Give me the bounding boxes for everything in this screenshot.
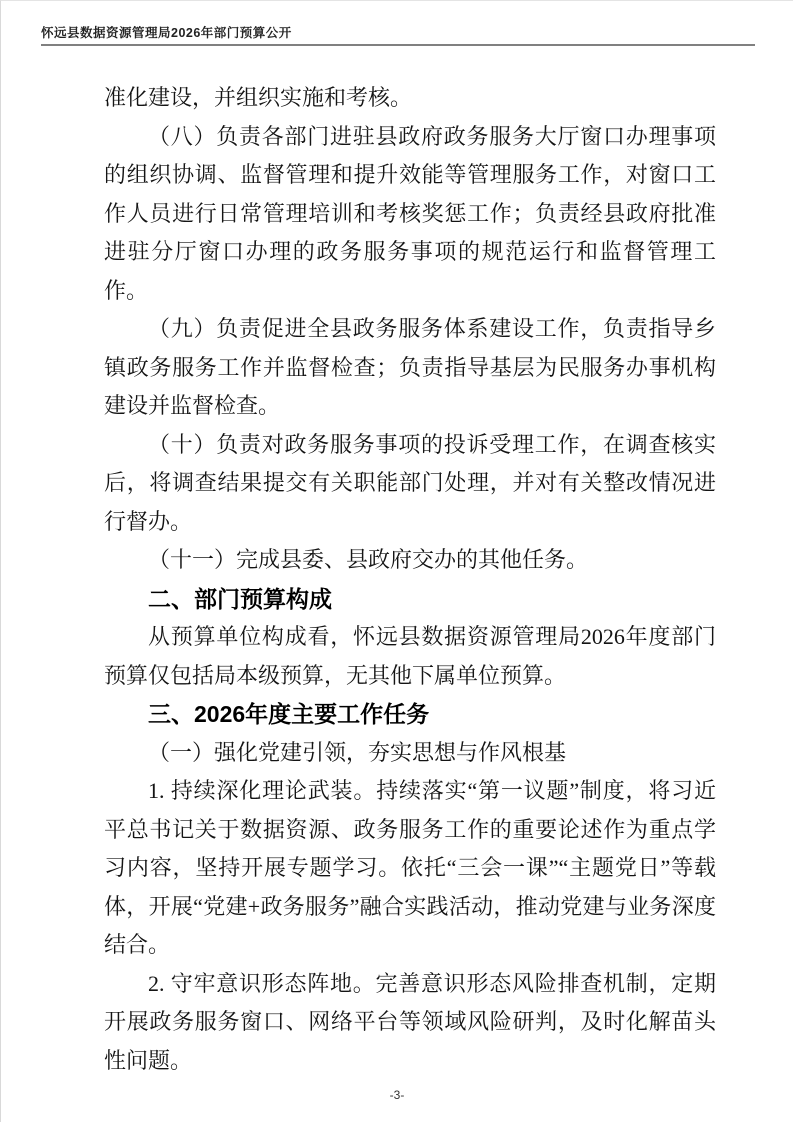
paragraph-task-2: 2. 守牢意识形态阵地。完善意识形态风险排查机制，定期开展政务服务窗口、网络平台等领域风险研判，及时化解苗头性问题。: [104, 970, 716, 1073]
subsection-heading-party-building: （一）强化党建引领，夯实思想与作风根基: [148, 739, 567, 765]
page-footer: [1, 1086, 793, 1104]
page-header: [41, 25, 755, 46]
header-doc-title: 怀远县数据资源管理局2026年部门预算公开: [41, 26, 292, 40]
paragraph-duty-11: （十一）完成县委、县政府交办的其他任务。: [148, 547, 589, 572]
paragraph-continuation: 准化建设，并组织实施和考核。: [104, 85, 413, 110]
section-heading-2026-tasks: 三、2026年度主要工作任务: [148, 701, 430, 727]
paragraph-duty-8: （八）负责各部门进驻县政府政务服务大厅窗口办理事项的组织协调、监督管理和提升效能等管理服务工作，对窗口工作人员进行日常管理培训和考核奖惩工作；负责经县政府批准进驻分厅窗口办理的政务服务事项的规范运行和监督管理工作。: [104, 123, 716, 303]
paragraph-duty-10: （十）负责对政务服务事项的投诉受理工作，在调查核实后，将调查结果提交有关职能部门处理，并对有关整改情况进行督办。: [104, 431, 716, 534]
paragraph-duty-9: （九）负责促进全县政务服务体系建设工作，负责指导乡镇政务服务工作并监督检查；负责指导基层为民服务办事机构建设并监督检查。: [104, 316, 716, 418]
section-heading-budget-composition: 二、部门预算构成: [148, 585, 332, 612]
paragraph-budget-composition: 从预算单位构成看，怀远县数据资源管理局2026年度部门预算仅包括局本级预算，无其他下属单位预算。: [104, 624, 716, 688]
page-number: -3-: [389, 1088, 405, 1102]
document-body: [104, 79, 716, 1080]
header-divider: [41, 44, 755, 46]
paragraph-task-1: 1. 持续深化理论武装。持续落实“第一议题”制度，将习近平总书记关于数据资源、政务服务工作的重要论述作为重点学习内容，坚持开展专题学习。依托“三会一课”“主题党日”等载体，开展“党建+政务服务”融合实践活动，推动党建与业务深度结合。: [104, 778, 716, 957]
